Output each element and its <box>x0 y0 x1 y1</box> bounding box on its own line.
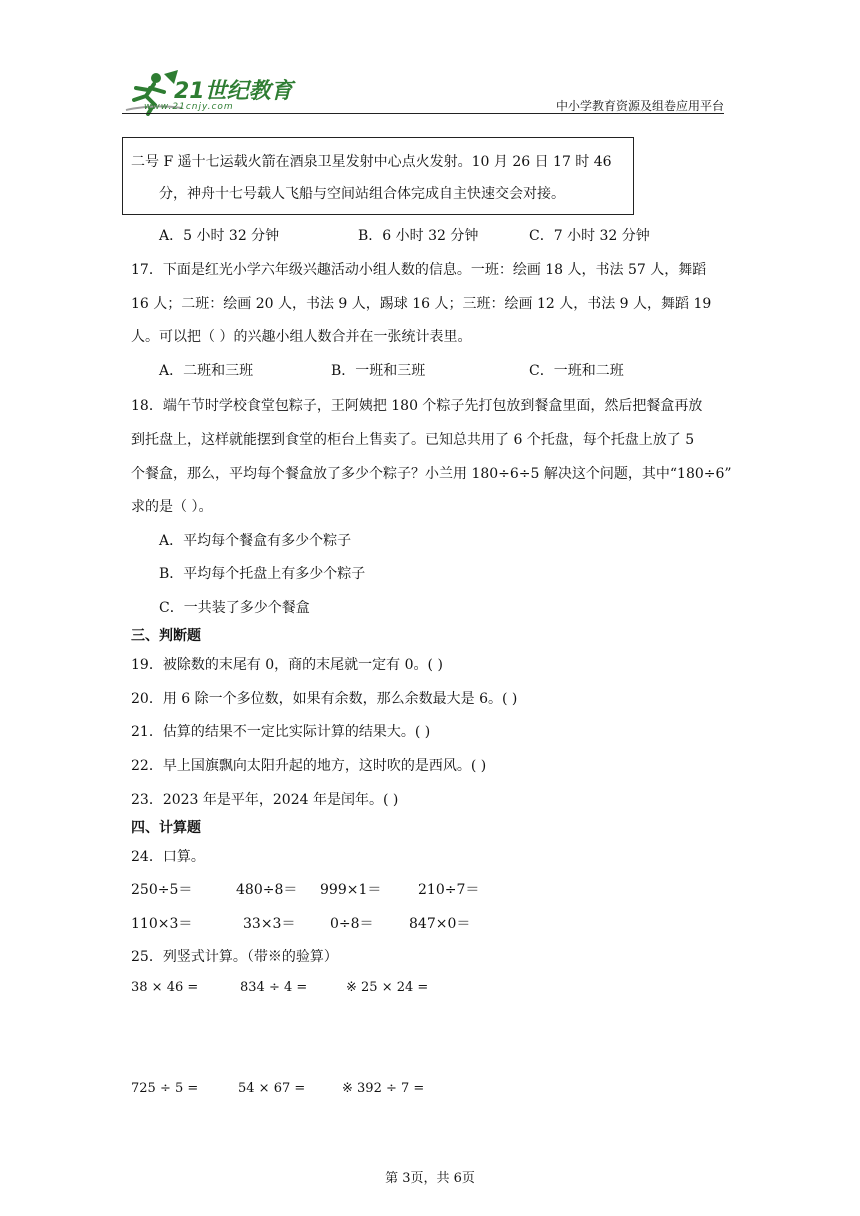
page-number: 第 3页，共 6页 <box>385 1171 475 1186</box>
q24-item: 999×1＝ <box>320 882 382 898</box>
q25-item: 725 ÷ 5 = <box>131 1081 199 1096</box>
q24-label: 24．口算。 <box>131 849 205 865</box>
q17-line-2: 16 人；二班：绘画 20 人，书法 9 人，踢球 16 人；三班：绘画 12 人，书法 9 人，舞蹈 19 <box>131 296 712 312</box>
q24-item: 110×3＝ <box>131 916 193 932</box>
judge-item-19: 19．被除数的末尾有 0，商的末尾就一定有 0。( ) <box>131 657 443 673</box>
site-logo <box>124 70 294 116</box>
q18-option-a: A．平均每个餐盒有多少个粽子 <box>159 533 352 549</box>
passage-line-2: 分，神舟十七号载人飞船与空间站组合体完成自主快速交会对接。 <box>159 186 565 202</box>
q25-item: 834 ÷ 4 = <box>240 980 308 995</box>
judge-item-20: 20．用 6 除一个多位数，如果有余数，那么余数最大是 6。( ) <box>131 691 518 707</box>
q24-item: 210÷7＝ <box>418 882 480 898</box>
judge-item-21: 21．估算的结果不一定比实际计算的结果大。( ) <box>131 724 431 740</box>
passage-box <box>122 137 634 215</box>
header-divider <box>122 113 724 114</box>
logo-text: 21世纪教育 <box>174 79 293 104</box>
q25-label: 25．列竖式计算。（带※的验算） <box>131 949 338 965</box>
q18-option-c: C．一共装了多少个餐盒 <box>159 600 310 616</box>
platform-name: 中小学教育资源及组卷应用平台 <box>555 99 724 113</box>
judge-item-22: 22．早上国旗飘向太阳升起的地方，这时吹的是西风。( ) <box>131 758 487 774</box>
section-title-judgement: 三、判断题 <box>131 628 201 644</box>
q16-option-b: B．6 小时 32 分钟 <box>358 228 479 244</box>
logo-url: www.21cnjy.com <box>144 102 234 112</box>
q18-line-3: 个餐盒，那么，平均每个餐盒放了多少个粽子？小兰用 180÷6÷5 解决这个问题，其中“180÷6” <box>131 466 732 482</box>
q24-item: 847×0＝ <box>409 916 471 932</box>
q17-line-1: 17．下面是红光小学六年级兴趣活动小组人数的信息。一班：绘画 18 人，书法 57 人，舞蹈 <box>131 262 707 278</box>
judge-item-23: 23．2023 年是平年，2024 年是闰年。( ) <box>131 792 399 808</box>
q24-item: 0÷8＝ <box>330 916 374 932</box>
q18-line-2: 到托盘上，这样就能摆到食堂的柜台上售卖了。已知总共用了 6 个托盘，每个托盘上放了 5 <box>131 432 695 448</box>
passage-line-1: 二号 F 遥十七运载火箭在酒泉卫星发射中心点火发射。10 月 26 日 17 时 46 <box>131 154 612 170</box>
q24-item: 480÷8＝ <box>236 882 298 898</box>
q25-item: 54 × 67 = <box>238 1081 306 1096</box>
q24-item: 250÷5＝ <box>131 882 193 898</box>
q16-option-c: C．7 小时 32 分钟 <box>529 228 650 244</box>
section-title-calculation: 四、计算题 <box>131 820 201 836</box>
q17-option-b: B．一班和三班 <box>331 363 426 379</box>
q18-option-b: B．平均每个托盘上有多少个粽子 <box>159 566 366 582</box>
q17-option-a: A．二班和三班 <box>159 363 254 379</box>
q25-item: ※ 392 ÷ 7 = <box>342 1081 425 1096</box>
q18-line-1: 18．端午节时学校食堂包粽子，王阿姨把 180 个粽子先打包放到餐盒里面，然后把餐盒再放 <box>131 398 703 414</box>
q24-item: 33×3＝ <box>243 916 296 932</box>
q25-item: 38 × 46 = <box>131 980 199 995</box>
q25-item: ※ 25 × 24 = <box>346 980 429 995</box>
q16-option-a: A．5 小时 32 分钟 <box>159 228 280 244</box>
q18-line-4: 求的是（ ）。 <box>131 499 213 515</box>
q17-option-c: C．一班和二班 <box>529 363 624 379</box>
q17-line-3: 人。可以把（ ）的兴趣小组人数合并在一张统计表里。 <box>131 329 472 345</box>
